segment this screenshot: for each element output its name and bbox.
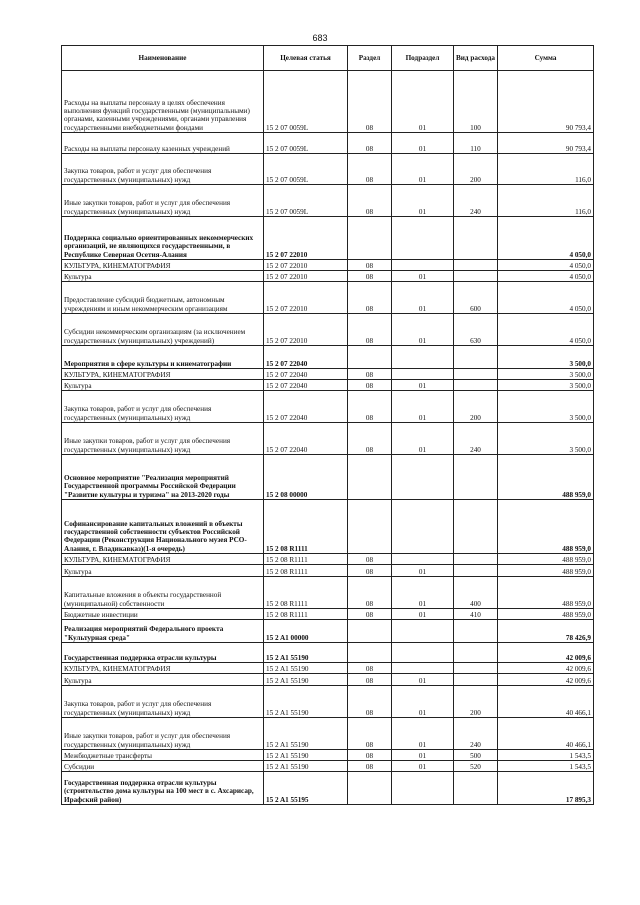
cell-target: 15 2 07 22040 [264,391,348,423]
cell-expense-type: 240 [454,718,498,750]
cell-section [348,620,392,643]
cell-expense-type [454,554,498,565]
cell-sum: 488 959,0 [498,565,594,577]
cell-subsection [392,643,454,663]
cell-subsection [392,663,454,674]
header-name: Наименование [62,46,264,71]
cell-name: Закупка товаров, работ и услуг для обеспечения государственных (муниципальных) нужд [62,686,264,718]
cell-name: Основное мероприятие "Реализация мероприятий Государственной программы Российской Федерации "Развитие культуры и туризма" на 2013-2020 годы [62,455,264,500]
cell-name: Расходы на выплаты персоналу в целях обеспечения выполнения функций государственными (муниципальными) органами, казенными учреждениями, органами управления государственными внебюджетными фондами [62,71,264,133]
cell-section: 08 [348,185,392,217]
cell-name: Иные закупки товаров, работ и услуг для обеспечения государственных (муниципальных) нужд [62,423,264,455]
cell-expense-type: 410 [454,609,498,620]
table-row [62,260,594,271]
cell-subsection: 01 [392,271,454,282]
cell-target: 15 2 A1 55190 [264,750,348,761]
cell-expense-type: 200 [454,154,498,185]
cell-expense-type [454,455,498,500]
cell-target: 15 2 07 0059L [264,71,348,133]
cell-target: 15 2 08 00000 [264,455,348,500]
table-row [62,663,594,674]
cell-name: Иные закупки товаров, работ и услуг для обеспечения государственных (муниципальных) нужд [62,185,264,217]
cell-sum: 488 959,0 [498,609,594,620]
cell-target: 15 2 A1 55190 [264,686,348,718]
cell-expense-type [454,772,498,805]
cell-name: КУЛЬТУРА, КИНЕМАТОГРАФИЯ [62,663,264,674]
cell-subsection [392,369,454,380]
cell-subsection [392,455,454,500]
cell-expense-type [454,271,498,282]
cell-sum: 116,0 [498,185,594,217]
budget-table [61,45,594,805]
cell-subsection: 01 [392,154,454,185]
cell-section: 08 [348,282,392,314]
cell-expense-type [454,260,498,271]
cell-subsection: 01 [392,686,454,718]
header-section: Раздел [348,46,392,71]
cell-sum: 3 500,0 [498,380,594,391]
cell-section: 08 [348,71,392,133]
cell-expense-type [454,369,498,380]
cell-subsection [392,620,454,643]
table-row [62,643,594,663]
cell-target: 15 2 07 0059L [264,185,348,217]
cell-target: 15 2 07 22010 [264,217,348,260]
cell-expense-type: 520 [454,761,498,772]
table-row [62,761,594,772]
cell-sum: 3 500,0 [498,369,594,380]
cell-name: КУЛЬТУРА, КИНЕМАТОГРАФИЯ [62,554,264,565]
cell-expense-type [454,565,498,577]
cell-section: 08 [348,314,392,346]
cell-expense-type [454,346,498,369]
cell-expense-type: 110 [454,133,498,154]
table-row [62,455,594,500]
cell-sum: 1 543,5 [498,761,594,772]
cell-name: Государственная поддержка отрасли культуры (строительство дома культуры на 100 мест в с. Ахсарисар, Ирафский район) [62,772,264,805]
table-row [62,609,594,620]
cell-section: 08 [348,663,392,674]
cell-name: КУЛЬТУРА, КИНЕМАТОГРАФИЯ [62,260,264,271]
cell-subsection: 01 [392,133,454,154]
cell-expense-type [454,380,498,391]
cell-target: 15 2 07 22040 [264,346,348,369]
cell-target: 15 2 A1 55190 [264,663,348,674]
cell-expense-type: 240 [454,423,498,455]
cell-name: Капитальные вложения в объекты государственной (муниципальной) собственности [62,577,264,609]
cell-name: Бюджетные инвестиции [62,609,264,620]
cell-subsection: 01 [392,761,454,772]
cell-expense-type [454,500,498,554]
table-row [62,686,594,718]
cell-target: 15 2 A1 55190 [264,718,348,750]
table-row [62,391,594,423]
cell-sum: 42 009,6 [498,643,594,663]
cell-target: 15 2 07 22040 [264,423,348,455]
cell-section: 08 [348,609,392,620]
cell-name: Культура [62,380,264,391]
cell-name: Межбюджетные трансферты [62,750,264,761]
cell-section: 08 [348,391,392,423]
cell-sum: 116,0 [498,154,594,185]
table-row [62,217,594,260]
table-row [62,71,594,133]
cell-sum: 42 009,6 [498,674,594,686]
cell-subsection [392,346,454,369]
table-header-row [62,46,594,71]
cell-expense-type [454,620,498,643]
cell-sum: 90 793,4 [498,133,594,154]
cell-subsection: 01 [392,71,454,133]
table-row [62,314,594,346]
cell-section: 08 [348,718,392,750]
cell-subsection: 01 [392,314,454,346]
cell-target: 15 2 08 R1111 [264,500,348,554]
cell-sum: 78 426,9 [498,620,594,643]
cell-target: 15 2 07 22040 [264,369,348,380]
cell-target: 15 2 08 R1111 [264,554,348,565]
cell-subsection [392,554,454,565]
cell-sum: 3 500,0 [498,346,594,369]
cell-subsection: 01 [392,577,454,609]
cell-subsection: 01 [392,750,454,761]
cell-target: 15 2 08 R1111 [264,609,348,620]
cell-section: 08 [348,154,392,185]
table-row [62,554,594,565]
cell-sum: 17 895,3 [498,772,594,805]
cell-expense-type [454,674,498,686]
cell-target: 15 2 07 0059L [264,154,348,185]
cell-expense-type [454,663,498,674]
cell-sum: 40 466,1 [498,686,594,718]
cell-expense-type: 240 [454,185,498,217]
cell-sum: 488 959,0 [498,455,594,500]
cell-name: Культура [62,674,264,686]
cell-target: 15 2 07 22040 [264,380,348,391]
cell-target: 15 2 07 22010 [264,271,348,282]
cell-section [348,643,392,663]
header-expense-type: Вид расхода [454,46,498,71]
table-body [62,71,594,805]
cell-expense-type: 200 [454,686,498,718]
cell-expense-type: 630 [454,314,498,346]
cell-subsection: 01 [392,380,454,391]
cell-sum: 4 050,0 [498,282,594,314]
table-row [62,750,594,761]
cell-section: 08 [348,565,392,577]
cell-target: 15 2 07 0059L [264,133,348,154]
cell-section: 08 [348,674,392,686]
cell-expense-type [454,643,498,663]
table-row [62,772,594,805]
cell-section: 08 [348,423,392,455]
table-row [62,271,594,282]
cell-name: Предоставление субсидий бюджетным, автономным учреждениям и иным некоммерческим организациям [62,282,264,314]
cell-section [348,217,392,260]
cell-section: 08 [348,133,392,154]
cell-expense-type [454,217,498,260]
cell-expense-type: 500 [454,750,498,761]
cell-section: 08 [348,380,392,391]
cell-name: Закупка товаров, работ и услуг для обеспечения государственных (муниципальных) нужд [62,391,264,423]
cell-subsection: 01 [392,609,454,620]
cell-subsection [392,260,454,271]
cell-target: 15 2 A1 00000 [264,620,348,643]
cell-target: 15 2 07 22010 [264,314,348,346]
cell-subsection [392,772,454,805]
cell-target: 15 2 A1 55190 [264,761,348,772]
cell-subsection [392,217,454,260]
table-row [62,577,594,609]
cell-target: 15 2 A1 55195 [264,772,348,805]
cell-name: Государственная поддержка отрасли культуры [62,643,264,663]
cell-sum: 1 543,5 [498,750,594,761]
cell-subsection: 01 [392,185,454,217]
cell-target: 15 2 A1 55190 [264,643,348,663]
cell-subsection: 01 [392,674,454,686]
cell-sum: 3 500,0 [498,423,594,455]
cell-expense-type: 200 [454,391,498,423]
cell-target: 15 2 07 22010 [264,260,348,271]
cell-subsection: 01 [392,565,454,577]
cell-sum: 4 050,0 [498,260,594,271]
table-row [62,380,594,391]
table-row [62,718,594,750]
cell-name: Реализация мероприятий Федерального проекта "Культурная среда" [62,620,264,643]
cell-sum: 488 959,0 [498,500,594,554]
header-sum: Сумма [498,46,594,71]
cell-name: Закупка товаров, работ и услуг для обеспечения государственных (муниципальных) нужд [62,154,264,185]
cell-section: 08 [348,577,392,609]
table-row [62,154,594,185]
cell-name: Субсидии некоммерческим организациям (за исключением государственных (муниципальных) учреждений) [62,314,264,346]
cell-sum: 488 959,0 [498,577,594,609]
cell-section: 08 [348,260,392,271]
cell-sum: 3 500,0 [498,391,594,423]
cell-expense-type: 100 [454,71,498,133]
table-row [62,346,594,369]
cell-sum: 42 009,6 [498,663,594,674]
cell-sum: 4 050,0 [498,314,594,346]
cell-target: 15 2 07 22010 [264,282,348,314]
cell-section [348,772,392,805]
cell-section: 08 [348,686,392,718]
cell-target: 15 2 A1 55190 [264,674,348,686]
cell-section: 08 [348,750,392,761]
table-row [62,423,594,455]
table-row [62,282,594,314]
cell-section: 08 [348,761,392,772]
cell-subsection [392,500,454,554]
cell-name: Культура [62,271,264,282]
cell-section: 08 [348,554,392,565]
cell-sum: 4 050,0 [498,217,594,260]
cell-name: Иные закупки товаров, работ и услуг для обеспечения государственных (муниципальных) нужд [62,718,264,750]
cell-target: 15 2 08 R1111 [264,577,348,609]
cell-name: Софинансирование капитальных вложений в объекты государственной собственности субъектов Российской Федерации (Реконструкция Национального музея РСО-Алания, г. Владикавказ)(1-я очередь) [62,500,264,554]
cell-section [348,346,392,369]
header-target: Целевая статья [264,46,348,71]
header-subsection: Подраздел [392,46,454,71]
table-row [62,185,594,217]
cell-subsection: 01 [392,718,454,750]
cell-subsection: 01 [392,282,454,314]
cell-target: 15 2 08 R1111 [264,565,348,577]
table-row [62,565,594,577]
table-row [62,133,594,154]
cell-subsection: 01 [392,391,454,423]
table-row [62,620,594,643]
cell-sum: 90 793,4 [498,71,594,133]
cell-sum: 488 959,0 [498,554,594,565]
cell-sum: 40 466,1 [498,718,594,750]
cell-name: Субсидии [62,761,264,772]
cell-expense-type: 400 [454,577,498,609]
cell-sum: 4 050,0 [498,271,594,282]
table-row [62,500,594,554]
cell-subsection: 01 [392,423,454,455]
cell-name: Расходы на выплаты персоналу казенных учреждений [62,133,264,154]
cell-name: КУЛЬТУРА, КИНЕМАТОГРАФИЯ [62,369,264,380]
table-row [62,369,594,380]
table-row [62,674,594,686]
cell-section [348,500,392,554]
cell-name: Культура [62,565,264,577]
cell-expense-type: 600 [454,282,498,314]
cell-name: Поддержка социально ориентированных некоммерческих организаций, не являющихся государственными, в Республике Северная Осетия-Алания [62,217,264,260]
cell-section [348,455,392,500]
cell-name: Мероприятия в сфере культуры и кинематографии [62,346,264,369]
cell-section: 08 [348,271,392,282]
cell-section: 08 [348,369,392,380]
page-number: 683 [312,33,328,43]
